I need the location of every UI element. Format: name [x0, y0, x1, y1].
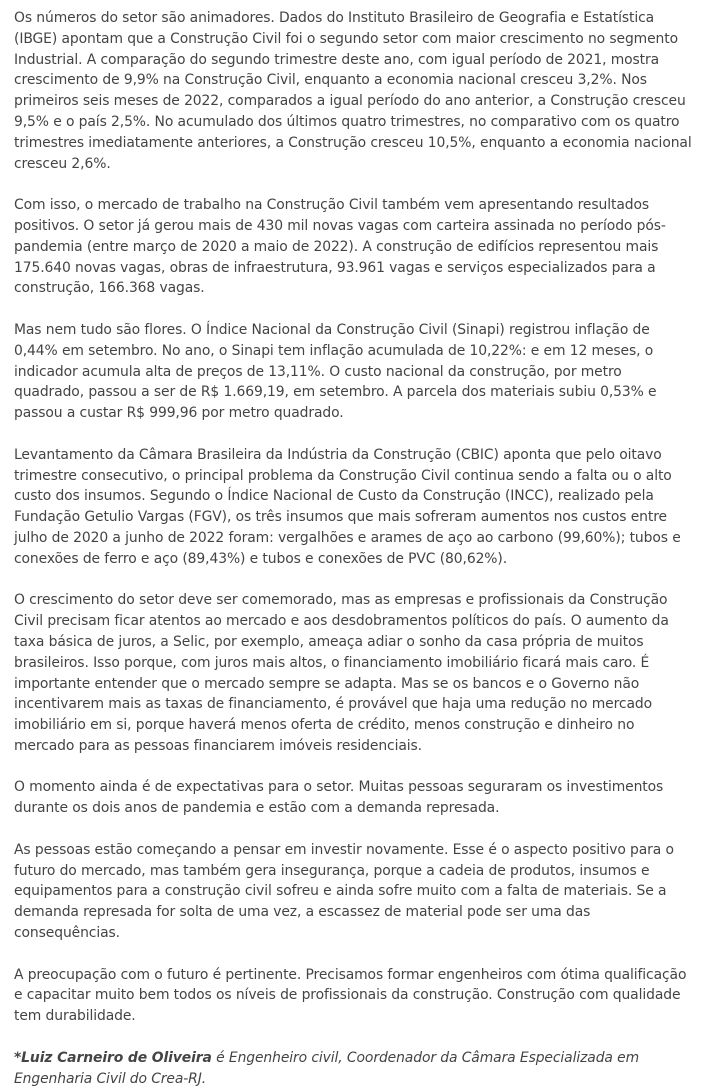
- paragraph-cbic-survey: Levantamento da Câmara Brasileira da Indústria da Construção (CBIC) aponta que pelo oitavo trimestre consecutivo, o principal problema da Construção Civil continua sendo a falta ou o alto custo dos insumos. Segundo o Índice Nacional de Custo da Construção (INCC), realizado pela Fundação Getulio Vargas (FGV), os três insumos que mais sofreram aumentos nos custos entre julho de 2020 a junho de 2022 foram: vergalhões e arames de aço ao carbono (99,60%); tubos e conexões de ferro e aço (89,43%) e tubos e conexões de PVC (80,62%).: [14, 446, 681, 567]
- paragraph-sinapi-inflation: Mas nem tudo são flores. O Índice Nacional da Construção Civil (Sinapi) registrou inflação de 0,44% em setembro. No ano, o Sinapi tem inflação acumulada de 10,22%: e em 12 meses, o indicador acumula alta de preços de 13,11%. O custo nacional da construção, por metro quadrado, passou a ser de R$ 1.669,19, em setembro. A parcela dos materiais subiu 0,53% e passou a custar R$ 999,96 por metro quadrado.: [14, 321, 657, 422]
- paragraph-interest-rates: O crescimento do setor deve ser comemorado, mas as empresas e profissionais da Construção Civil precisam ficar atentos ao mercado e aos desdobramentos políticos do país. O aumento da taxa básica de juros, a Selic, por exemplo, ameaça adiar o sonho da casa própria de muitos brasileiros. Isso porque, com juros mais altos, o financiamento imobiliário ficará mais caro. É importante entender que o mercado sempre se adapta. Mas se os bancos e o Governo não incentivarem mais as taxas de financiamento, é provável que haja uma redução no mercado imobiliário em si, porque haverá menos oferta de crédito, menos construção e dinheiro no mercado para as pessoas financiarem imóveis residenciais.: [14, 592, 669, 754]
- paragraph-sector-numbers: Os números do setor são animadores. Dados do Instituto Brasileiro de Geografia e Estatística (IBGE) apontam que a Construção Civil foi o segundo setor com maior crescimento no segmento Industrial. A comparação do segundo trimestre deste ano, com igual período de 2021, mostra crescimento de 9,9% na Construção Civil, enquanto a economia nacional cresceu 3,2%. Nos primeiros seis meses de 2022, comparados a igual período do ano anterior, a Construção cresceu 9,5% e o país 2,5%. No acumulado dos últimos quatro trimestres, no comparativo com os quatro trimestres imediatamente anteriores, a Construção cresceu 10,5%, enquanto a economia nacional cresceu 2,6%.: [14, 10, 692, 172]
- paragraph-expectations: O momento ainda é de expectativas para o setor. Muitas pessoas seguraram os investimentos durante os dois anos de pandemia e estão com a demanda represada.: [14, 779, 664, 817]
- paragraph-job-market: Com isso, o mercado de trabalho na Construção Civil também vem apresentando resultados positivos. O setor já gerou mais de 430 mil novas vagas com carteira assinada no período pós-pandemia (entre março de 2020 a maio de 2022). A construção de edifícios representou mais 175.640 novas vagas, obras de infraestrutura, 93.961 vagas e serviços especializados para a construção, 166.368 vagas.: [14, 197, 666, 297]
- author-signature: [14, 1048, 692, 1089]
- paragraph-future-concern: A preocupação com o futuro é pertinente. Precisamos formar engenheiros com ótima qualificação e capacitar muito bem todos os níveis de profissionais da construção. Construção com qualidade tem durabilidade.: [14, 966, 687, 1025]
- author-role: é Engenheiro civil, Coordenador da Câmara Especializada em Engenharia Civil do Crea-RJ.: [14, 1049, 640, 1087]
- author-name: *Luiz Carneiro de Oliveira: [14, 1049, 212, 1066]
- paragraph-investment: As pessoas estão começando a pensar em investir novamente. Esse é o aspecto positivo para o futuro do mercado, mas também gera insegurança, porque a cadeia de produtos, insumos e equipamentos para a construção civil sofreu e ainda sofre muito com a falta de materiais. Se a demanda represada for solta de uma vez, a escassez de material pode ser uma das consequências.: [14, 841, 674, 942]
